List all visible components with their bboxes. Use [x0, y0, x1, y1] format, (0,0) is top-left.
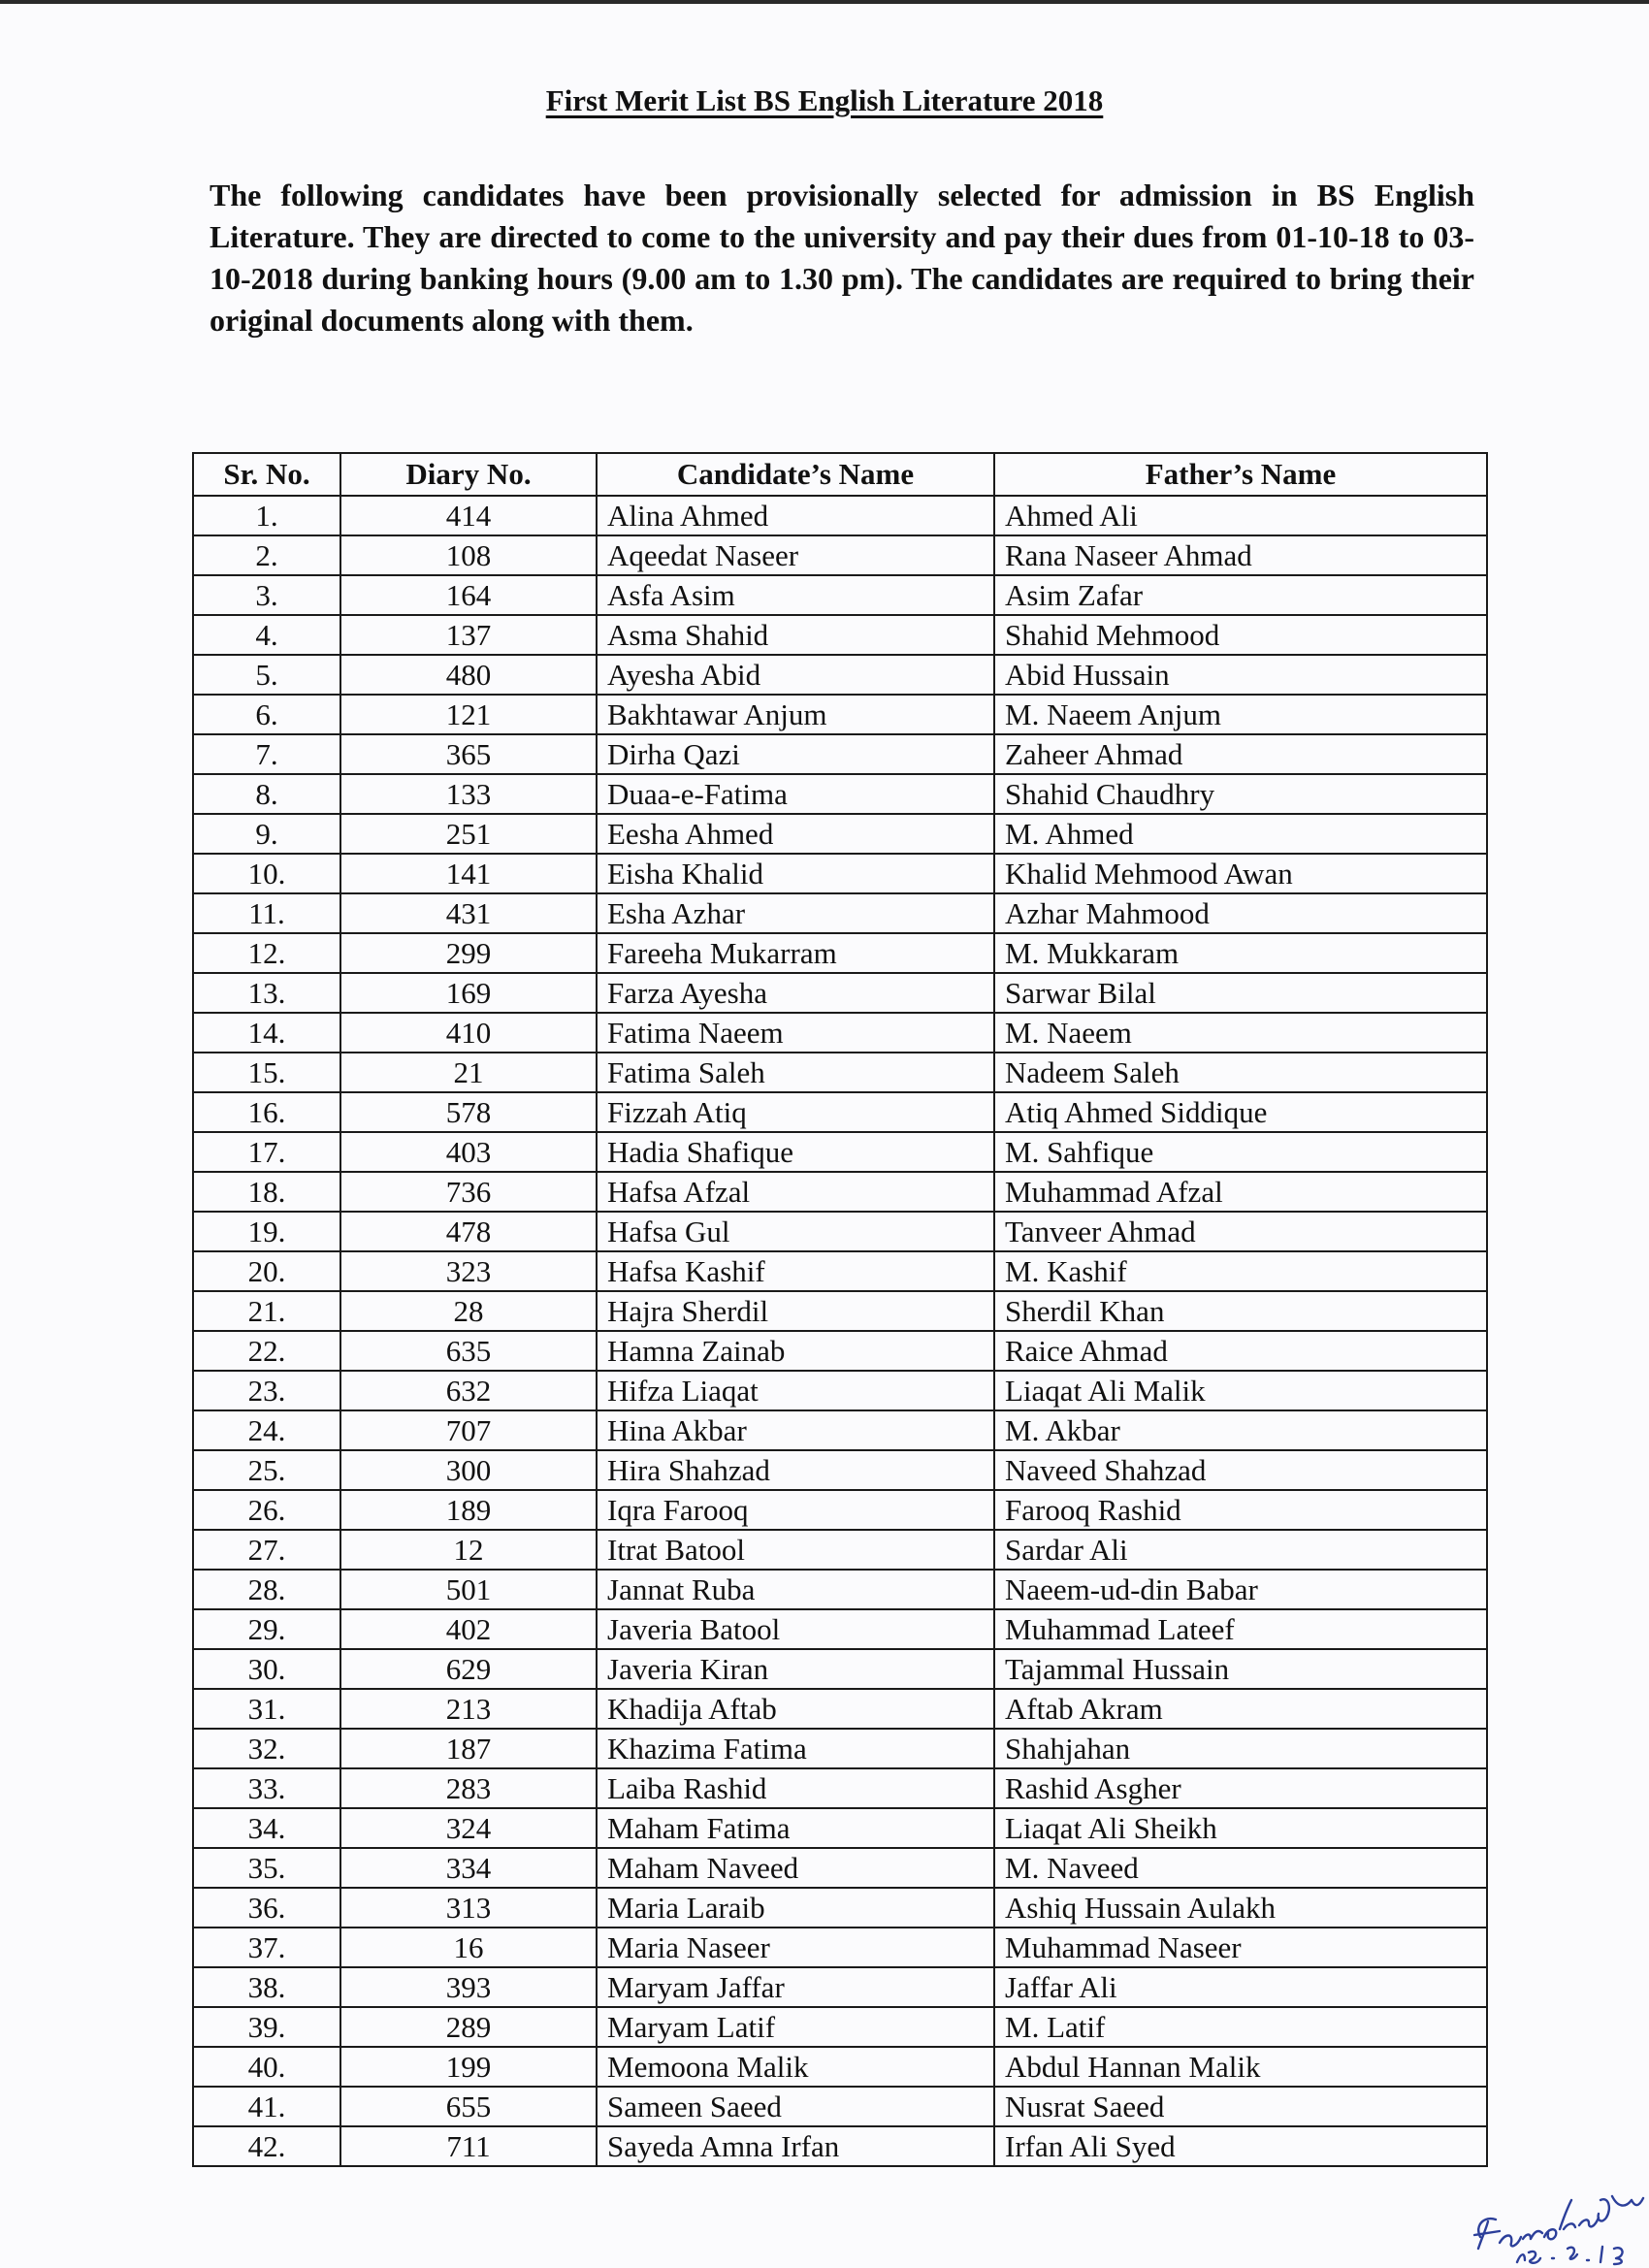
cell-candidate-name: Farza Ayesha	[597, 973, 994, 1013]
cell-diary-no: 478	[340, 1212, 597, 1251]
table-row	[193, 1689, 1487, 1729]
table-row	[193, 1768, 1487, 1808]
cell-sr-no: 17.	[193, 1132, 340, 1172]
cell-sr-no: 1.	[193, 496, 340, 535]
cell-sr-no: 27.	[193, 1530, 340, 1570]
cell-diary-no: 707	[340, 1410, 597, 1450]
cell-diary-no: 323	[340, 1251, 597, 1291]
cell-father-name: Naeem-ud-din Babar	[994, 1570, 1487, 1609]
table-row	[193, 1053, 1487, 1092]
cell-father-name: Rashid Asgher	[994, 1768, 1487, 1808]
cell-diary-no: 334	[340, 1848, 597, 1888]
cell-candidate-name: Hafsa Afzal	[597, 1172, 994, 1212]
cell-diary-no: 403	[340, 1132, 597, 1172]
merit-list-table	[192, 452, 1488, 2167]
cell-father-name: Muhammad Afzal	[994, 1172, 1487, 1212]
cell-diary-no: 28	[340, 1291, 597, 1331]
cell-candidate-name: Hifza Liaqat	[597, 1371, 994, 1410]
cell-sr-no: 33.	[193, 1768, 340, 1808]
table-row	[193, 1212, 1487, 1251]
cell-candidate-name: Dirha Qazi	[597, 734, 994, 774]
cell-diary-no: 578	[340, 1092, 597, 1132]
table-row	[193, 854, 1487, 893]
table-row	[193, 893, 1487, 933]
cell-father-name: Nusrat Saeed	[994, 2087, 1487, 2126]
cell-sr-no: 20.	[193, 1251, 340, 1291]
table-row	[193, 496, 1487, 535]
cell-candidate-name: Jannat Ruba	[597, 1570, 994, 1609]
table-row	[193, 2087, 1487, 2126]
cell-father-name: M. Naeem	[994, 1013, 1487, 1053]
cell-candidate-name: Asfa Asim	[597, 575, 994, 615]
cell-sr-no: 16.	[193, 1092, 340, 1132]
cell-father-name: M. Naveed	[994, 1848, 1487, 1888]
cell-sr-no: 22.	[193, 1331, 340, 1371]
cell-sr-no: 4.	[193, 615, 340, 655]
table-row	[193, 615, 1487, 655]
cell-candidate-name: Laiba Rashid	[597, 1768, 994, 1808]
cell-father-name: Tajammal Hussain	[994, 1649, 1487, 1689]
cell-candidate-name: Maham Naveed	[597, 1848, 994, 1888]
cell-sr-no: 21.	[193, 1291, 340, 1331]
cell-candidate-name: Alina Ahmed	[597, 496, 994, 535]
cell-diary-no: 313	[340, 1888, 597, 1928]
cell-father-name: Tanveer Ahmad	[994, 1212, 1487, 1251]
table-row	[193, 973, 1487, 1013]
cell-candidate-name: Memoona Malik	[597, 2047, 994, 2087]
table-row	[193, 814, 1487, 854]
cell-father-name: Sardar Ali	[994, 1530, 1487, 1570]
cell-candidate-name: Hadia Shafique	[597, 1132, 994, 1172]
cell-diary-no: 629	[340, 1649, 597, 1689]
cell-candidate-name: Maryam Latif	[597, 2007, 994, 2047]
cell-sr-no: 11.	[193, 893, 340, 933]
cell-sr-no: 38.	[193, 1967, 340, 2007]
cell-candidate-name: Sayeda Amna Irfan	[597, 2126, 994, 2166]
cell-candidate-name: Bakhtawar Anjum	[597, 695, 994, 734]
header-father-name: Father’s Name	[994, 453, 1487, 496]
cell-diary-no: 187	[340, 1729, 597, 1768]
cell-father-name: Sherdil Khan	[994, 1291, 1487, 1331]
cell-father-name: Atiq Ahmed Siddique	[994, 1092, 1487, 1132]
table-row	[193, 1450, 1487, 1490]
cell-father-name: Liaqat Ali Sheikh	[994, 1808, 1487, 1848]
cell-father-name: Aftab Akram	[994, 1689, 1487, 1729]
cell-sr-no: 18.	[193, 1172, 340, 1212]
cell-father-name: Raice Ahmad	[994, 1331, 1487, 1371]
cell-sr-no: 24.	[193, 1410, 340, 1450]
table-row	[193, 1132, 1487, 1172]
cell-candidate-name: Fatima Naeem	[597, 1013, 994, 1053]
cell-sr-no: 29.	[193, 1609, 340, 1649]
cell-father-name: Abid Hussain	[994, 655, 1487, 695]
cell-father-name: M. Ahmed	[994, 814, 1487, 854]
cell-diary-no: 283	[340, 1768, 597, 1808]
page-top-border	[0, 0, 1649, 4]
table-row	[193, 933, 1487, 973]
cell-father-name: Farooq Rashid	[994, 1490, 1487, 1530]
cell-candidate-name: Eisha Khalid	[597, 854, 994, 893]
cell-father-name: Abdul Hannan Malik	[994, 2047, 1487, 2087]
cell-father-name: Irfan Ali Syed	[994, 2126, 1487, 2166]
cell-diary-no: 12	[340, 1530, 597, 1570]
header-diary-no: Diary No.	[340, 453, 597, 496]
cell-father-name: Ahmed Ali	[994, 496, 1487, 535]
table-row	[193, 1490, 1487, 1530]
cell-diary-no: 16	[340, 1928, 597, 1967]
table-row	[193, 1530, 1487, 1570]
cell-diary-no: 199	[340, 2047, 597, 2087]
cell-sr-no: 41.	[193, 2087, 340, 2126]
cell-candidate-name: Hira Shahzad	[597, 1450, 994, 1490]
table-row	[193, 1371, 1487, 1410]
table-row	[193, 1331, 1487, 1371]
cell-candidate-name: Ayesha Abid	[597, 655, 994, 695]
cell-sr-no: 26.	[193, 1490, 340, 1530]
cell-sr-no: 39.	[193, 2007, 340, 2047]
cell-father-name: Shahid Chaudhry	[994, 774, 1487, 814]
cell-candidate-name: Javeria Kiran	[597, 1649, 994, 1689]
cell-candidate-name: Iqra Farooq	[597, 1490, 994, 1530]
page-title: First Merit List BS English Literature 2018	[545, 83, 1104, 117]
table-row	[193, 2126, 1487, 2166]
table-row	[193, 1609, 1487, 1649]
cell-father-name: Muhammad Naseer	[994, 1928, 1487, 1967]
table-row	[193, 1410, 1487, 1450]
cell-sr-no: 6.	[193, 695, 340, 734]
cell-diary-no: 299	[340, 933, 597, 973]
cell-sr-no: 31.	[193, 1689, 340, 1729]
cell-candidate-name: Sameen Saeed	[597, 2087, 994, 2126]
cell-candidate-name: Khadija Aftab	[597, 1689, 994, 1729]
table-row	[193, 1888, 1487, 1928]
cell-diary-no: 141	[340, 854, 597, 893]
cell-candidate-name: Hafsa Gul	[597, 1212, 994, 1251]
cell-sr-no: 23.	[193, 1371, 340, 1410]
table-body	[193, 496, 1487, 2166]
cell-candidate-name: Itrat Batool	[597, 1530, 994, 1570]
cell-diary-no: 414	[340, 496, 597, 535]
cell-father-name: M. Naeem Anjum	[994, 695, 1487, 734]
table-row	[193, 695, 1487, 734]
cell-candidate-name: Fareeha Mukarram	[597, 933, 994, 973]
cell-diary-no: 169	[340, 973, 597, 1013]
cell-diary-no: 300	[340, 1450, 597, 1490]
cell-father-name: Liaqat Ali Malik	[994, 1371, 1487, 1410]
cell-candidate-name: Hafsa Kashif	[597, 1251, 994, 1291]
cell-diary-no: 21	[340, 1053, 597, 1092]
cell-candidate-name: Khazima Fatima	[597, 1729, 994, 1768]
cell-sr-no: 5.	[193, 655, 340, 695]
cell-father-name: Zaheer Ahmad	[994, 734, 1487, 774]
table-row	[193, 1928, 1487, 1967]
cell-candidate-name: Hamna Zainab	[597, 1331, 994, 1371]
cell-diary-no: 410	[340, 1013, 597, 1053]
cell-father-name: Khalid Mehmood Awan	[994, 854, 1487, 893]
cell-sr-no: 8.	[193, 774, 340, 814]
cell-candidate-name: Eesha Ahmed	[597, 814, 994, 854]
cell-sr-no: 25.	[193, 1450, 340, 1490]
cell-diary-no: 121	[340, 695, 597, 734]
cell-candidate-name: Duaa-e-Fatima	[597, 774, 994, 814]
cell-father-name: Azhar Mahmood	[994, 893, 1487, 933]
table-header-row	[193, 453, 1487, 496]
table-row	[193, 1729, 1487, 1768]
table-row	[193, 575, 1487, 615]
cell-candidate-name: Esha Azhar	[597, 893, 994, 933]
cell-diary-no: 632	[340, 1371, 597, 1410]
signature-handwritten	[1467, 2179, 1646, 2266]
cell-sr-no: 28.	[193, 1570, 340, 1609]
cell-diary-no: 501	[340, 1570, 597, 1609]
cell-sr-no: 35.	[193, 1848, 340, 1888]
cell-father-name: Nadeem Saleh	[994, 1053, 1487, 1092]
cell-father-name: M. Kashif	[994, 1251, 1487, 1291]
table-row	[193, 1570, 1487, 1609]
cell-candidate-name: Asma Shahid	[597, 615, 994, 655]
cell-diary-no: 213	[340, 1689, 597, 1729]
cell-diary-no: 431	[340, 893, 597, 933]
cell-diary-no: 635	[340, 1331, 597, 1371]
cell-diary-no: 137	[340, 615, 597, 655]
cell-sr-no: 30.	[193, 1649, 340, 1689]
cell-sr-no: 42.	[193, 2126, 340, 2166]
cell-diary-no: 393	[340, 1967, 597, 2007]
cell-diary-no: 402	[340, 1609, 597, 1649]
table-row	[193, 1092, 1487, 1132]
cell-father-name: M. Latif	[994, 2007, 1487, 2047]
table-row	[193, 1251, 1487, 1291]
table-row	[193, 734, 1487, 774]
cell-sr-no: 32.	[193, 1729, 340, 1768]
table-row	[193, 1172, 1487, 1212]
cell-sr-no: 37.	[193, 1928, 340, 1967]
cell-candidate-name: Aqeedat Naseer	[597, 535, 994, 575]
cell-sr-no: 19.	[193, 1212, 340, 1251]
cell-diary-no: 108	[340, 535, 597, 575]
cell-diary-no: 289	[340, 2007, 597, 2047]
cell-diary-no: 189	[340, 1490, 597, 1530]
cell-candidate-name: Maham Fatima	[597, 1808, 994, 1848]
cell-sr-no: 36.	[193, 1888, 340, 1928]
cell-sr-no: 3.	[193, 575, 340, 615]
cell-father-name: Ashiq Hussain Aulakh	[994, 1888, 1487, 1928]
cell-father-name: M. Sahfique	[994, 1132, 1487, 1172]
table-row	[193, 1848, 1487, 1888]
cell-candidate-name: Maria Naseer	[597, 1928, 994, 1967]
cell-father-name: Rana Naseer Ahmad	[994, 535, 1487, 575]
cell-candidate-name: Fizzah Atiq	[597, 1092, 994, 1132]
cell-sr-no: 12.	[193, 933, 340, 973]
cell-diary-no: 655	[340, 2087, 597, 2126]
cell-candidate-name: Hajra Sherdil	[597, 1291, 994, 1331]
cell-diary-no: 251	[340, 814, 597, 854]
table-row	[193, 655, 1487, 695]
cell-sr-no: 14.	[193, 1013, 340, 1053]
cell-father-name: M. Mukkaram	[994, 933, 1487, 973]
cell-father-name: Muhammad Lateef	[994, 1609, 1487, 1649]
cell-candidate-name: Hina Akbar	[597, 1410, 994, 1450]
cell-diary-no: 480	[340, 655, 597, 695]
table-row	[193, 1291, 1487, 1331]
cell-candidate-name: Maryam Jaffar	[597, 1967, 994, 2007]
cell-sr-no: 10.	[193, 854, 340, 893]
header-candidate-name: Candidate’s Name	[597, 453, 994, 496]
intro-paragraph: The following candidates have been provisionally selected for admission in BS English Literature. They are directed to come to the university and pay their dues from 01-10-18 to 03-10-2018 during banking hours (9.00 am to 1.30 pm). The candidates are required to bring their original documents along with them.	[210, 178, 1474, 338]
cell-sr-no: 40.	[193, 2047, 340, 2087]
table-row	[193, 774, 1487, 814]
cell-diary-no: 711	[340, 2126, 597, 2166]
cell-diary-no: 324	[340, 1808, 597, 1848]
cell-diary-no: 133	[340, 774, 597, 814]
cell-sr-no: 7.	[193, 734, 340, 774]
table-row	[193, 1013, 1487, 1053]
cell-sr-no: 13.	[193, 973, 340, 1013]
cell-sr-no: 15.	[193, 1053, 340, 1092]
cell-father-name: Sarwar Bilal	[994, 973, 1487, 1013]
cell-sr-no: 34.	[193, 1808, 340, 1848]
cell-diary-no: 736	[340, 1172, 597, 1212]
cell-candidate-name: Javeria Batool	[597, 1609, 994, 1649]
cell-diary-no: 164	[340, 575, 597, 615]
cell-sr-no: 9.	[193, 814, 340, 854]
cell-diary-no: 365	[340, 734, 597, 774]
table-row	[193, 2007, 1487, 2047]
table-row	[193, 535, 1487, 575]
table-row	[193, 2047, 1487, 2087]
table-row	[193, 1649, 1487, 1689]
cell-candidate-name: Fatima Saleh	[597, 1053, 994, 1092]
cell-sr-no: 2.	[193, 535, 340, 575]
cell-father-name: Shahjahan	[994, 1729, 1487, 1768]
cell-father-name: M. Akbar	[994, 1410, 1487, 1450]
table-row	[193, 1808, 1487, 1848]
cell-father-name: Naveed Shahzad	[994, 1450, 1487, 1490]
header-sr-no: Sr. No.	[193, 453, 340, 496]
cell-father-name: Jaffar Ali	[994, 1967, 1487, 2007]
cell-father-name: Asim Zafar	[994, 575, 1487, 615]
cell-father-name: Shahid Mehmood	[994, 615, 1487, 655]
cell-candidate-name: Maria Laraib	[597, 1888, 994, 1928]
table-row	[193, 1967, 1487, 2007]
